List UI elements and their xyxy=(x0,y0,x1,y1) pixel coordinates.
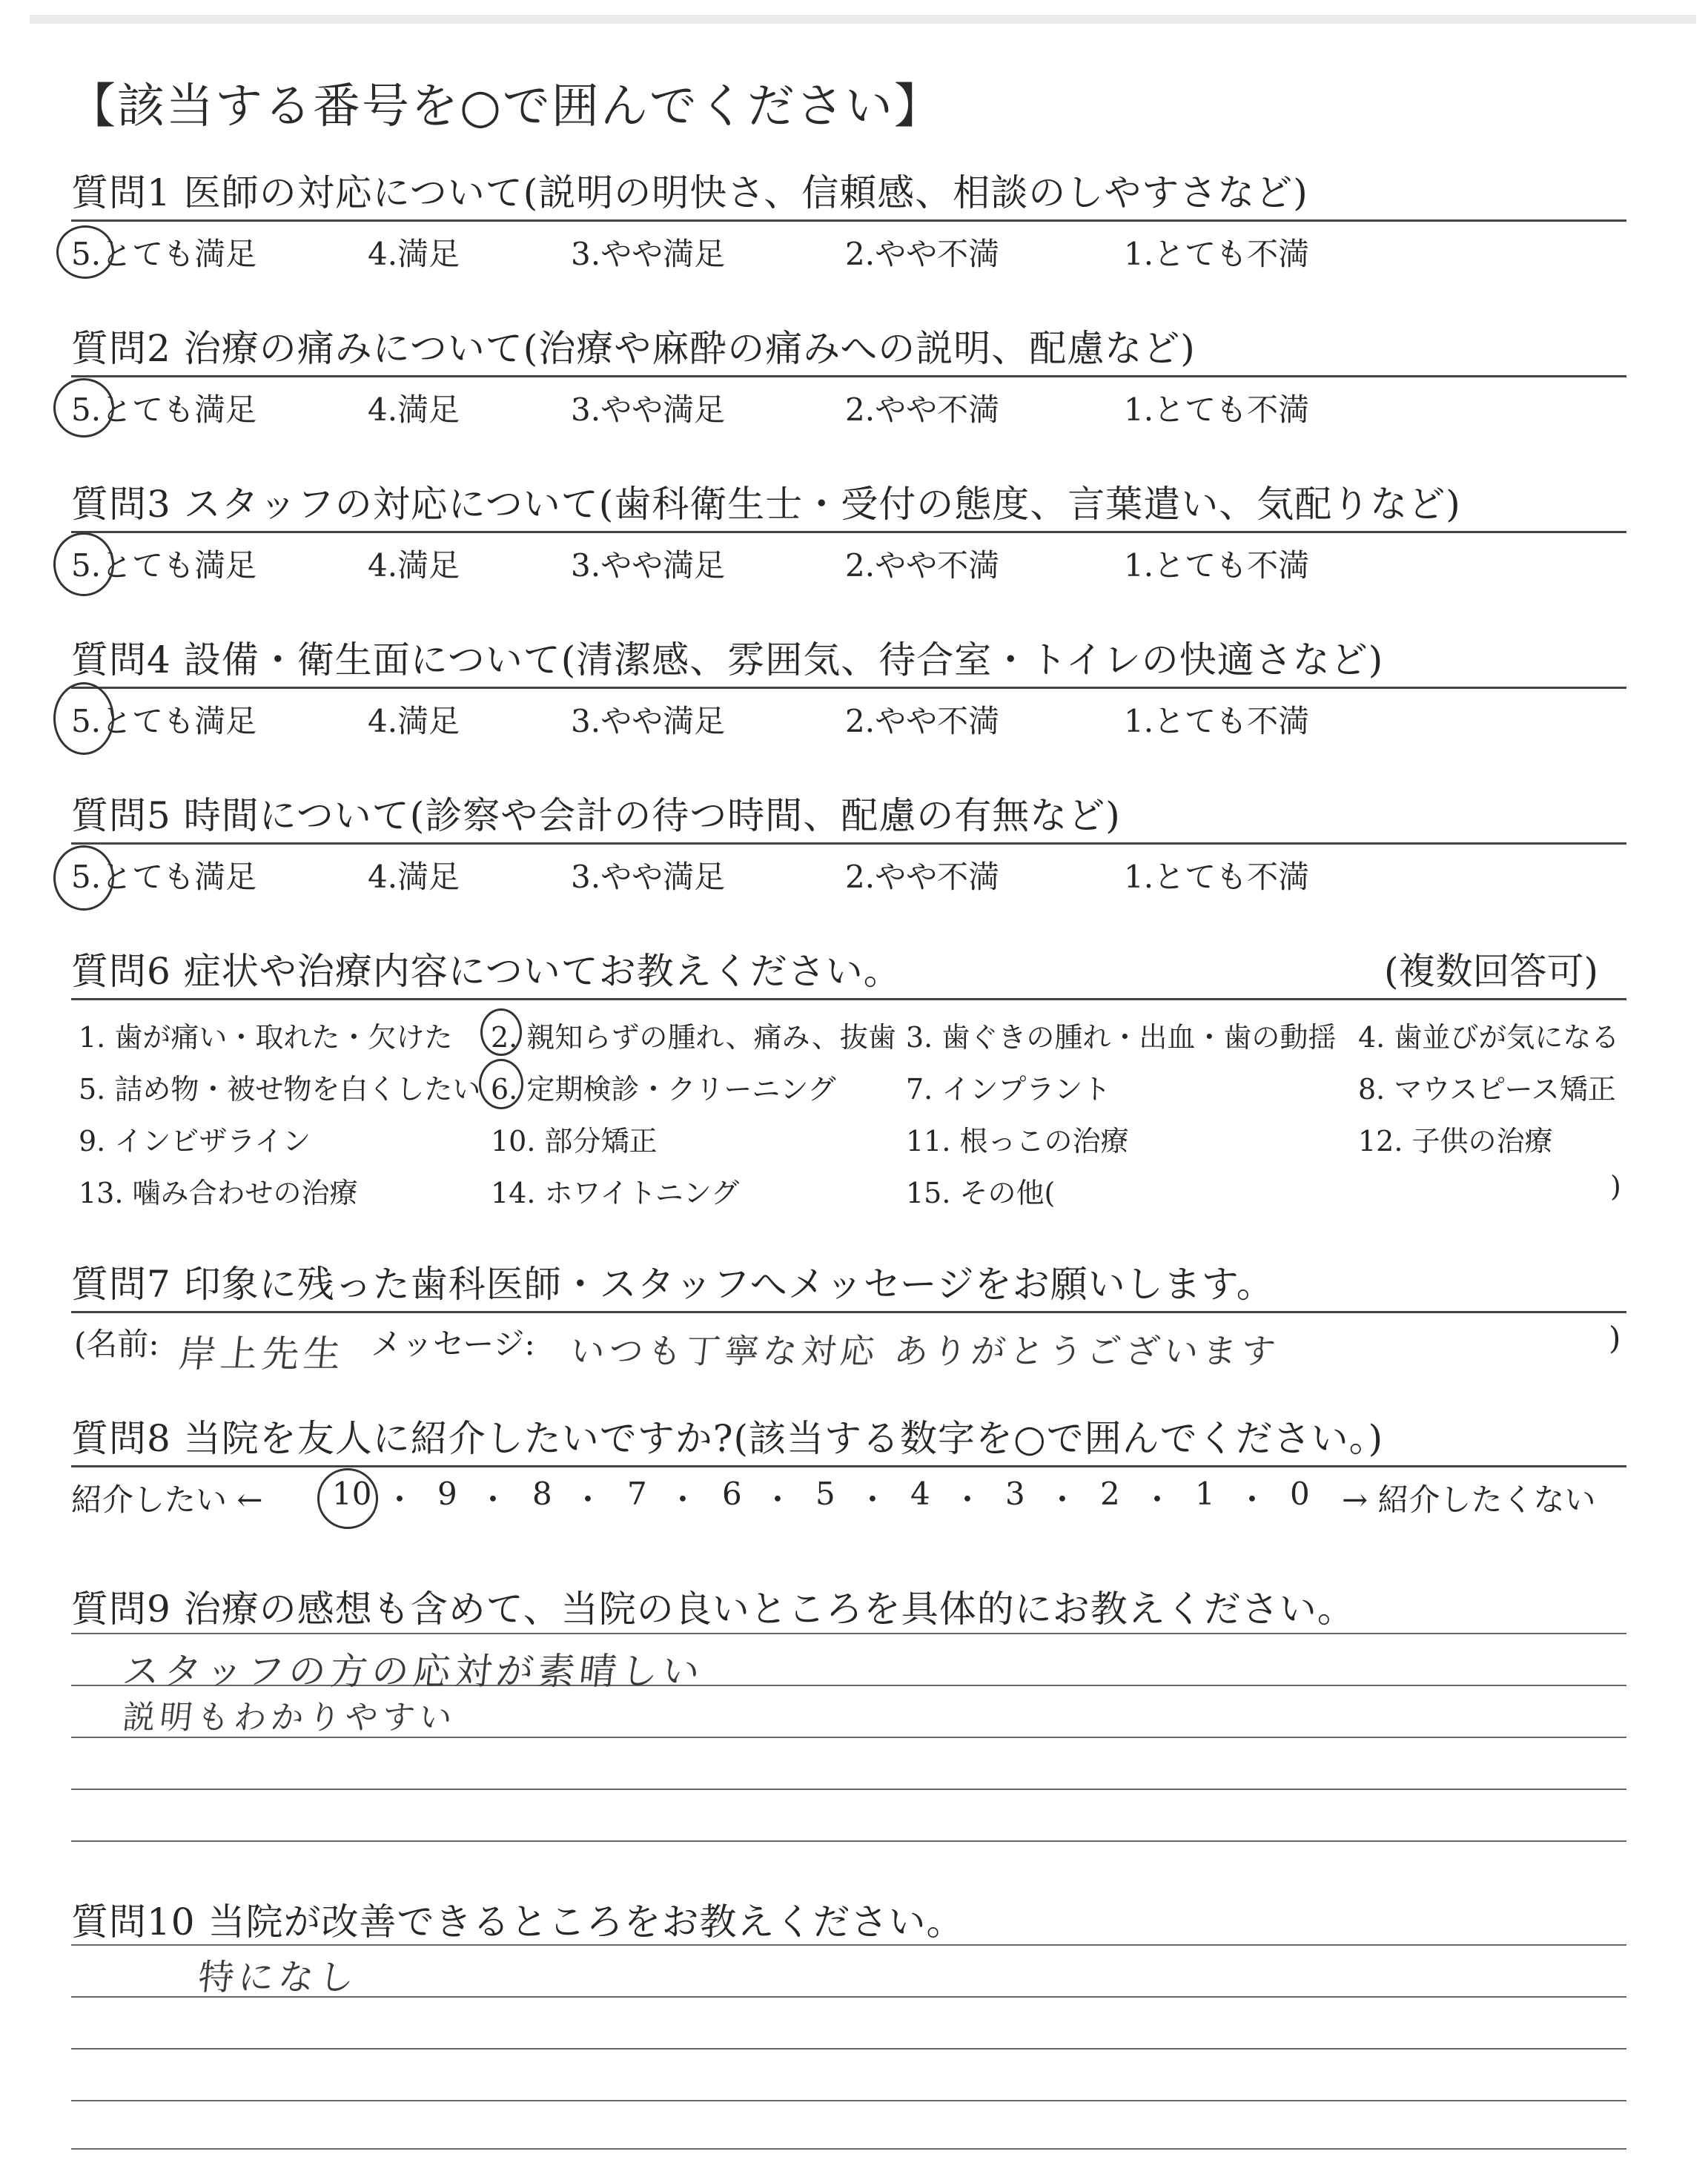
q6-item-1[interactable]: 1. 歯が痛い・取れた・欠けた xyxy=(79,1021,453,1054)
q10-line xyxy=(71,1944,1626,1946)
q8-right-label: → 紹介したくない xyxy=(1342,1482,1596,1518)
q6-item-14[interactable]: 14. ホワイトニング xyxy=(491,1177,740,1209)
q6-item-12[interactable]: 12. 子供の治療 xyxy=(1358,1125,1553,1157)
question-5-heading: 質問5 時間について(診察や会計の待つ時間、配慮の有無など) xyxy=(71,794,1121,837)
question-6-rule xyxy=(71,998,1626,1000)
q10-answer-line-1[interactable]: 特になし xyxy=(196,1957,361,1998)
page-title: 【該当する番号を○で囲んでください】 xyxy=(68,79,943,134)
q2-selected-circle xyxy=(53,378,114,437)
q6-item-6[interactable]: 6. 定期検診・クリーニング xyxy=(491,1073,836,1106)
q5-option-3[interactable]: 3.やや満足 xyxy=(571,859,726,895)
q1-option-2[interactable]: 2.やや不満 xyxy=(845,236,1000,272)
q2-option-4[interactable]: 4.満足 xyxy=(368,392,460,428)
q4-selected-circle xyxy=(53,682,114,755)
q1-selected-circle xyxy=(56,225,114,279)
q10-line xyxy=(71,2100,1626,2101)
q6-item-10[interactable]: 10. 部分矯正 xyxy=(491,1125,658,1157)
q8-scale-8[interactable]: 8 xyxy=(532,1476,552,1512)
question-8-heading: 質問8 当院を友人に紹介したいですか?(該当する数字を○で囲んでください。) xyxy=(71,1417,1384,1460)
question-10-heading: 質問10 当院が改善できるところをお教えください。 xyxy=(71,1900,964,1943)
q3-option-5[interactable]: 5.とても満足 xyxy=(71,547,257,584)
q3-option-1[interactable]: 1.とても不満 xyxy=(1124,547,1310,584)
q8-dot: ・ xyxy=(1142,1482,1174,1518)
q8-left-label: 紹介したい ← xyxy=(71,1482,263,1518)
q5-option-1[interactable]: 1.とても不満 xyxy=(1124,859,1310,895)
q9-line xyxy=(71,1633,1626,1634)
q6-item-13[interactable]: 13. 噛み合わせの治療 xyxy=(79,1177,358,1209)
q4-option-5[interactable]: 5.とても満足 xyxy=(71,703,257,739)
q5-option-2[interactable]: 2.やや不満 xyxy=(845,859,1000,895)
q9-answer-line-1[interactable]: スタッフの方の応対が素晴しい xyxy=(120,1650,706,1693)
q2-option-3[interactable]: 3.やや満足 xyxy=(571,392,726,428)
q2-option-1[interactable]: 1.とても不満 xyxy=(1124,392,1310,428)
q6-item-3[interactable]: 3. 歯ぐきの腫れ・出血・歯の動揺 xyxy=(906,1021,1337,1054)
question-7-heading: 質問7 印象に残った歯科医師・スタッフへメッセージをお願いします。 xyxy=(71,1263,1274,1306)
q6-item-9[interactable]: 9. インビザライン xyxy=(79,1125,311,1157)
question-8-rule xyxy=(71,1465,1626,1467)
q2-option-2[interactable]: 2.やや不満 xyxy=(845,392,1000,428)
question-5-rule xyxy=(71,842,1626,845)
q3-selected-circle xyxy=(53,532,114,596)
q8-scale-3[interactable]: 3 xyxy=(1005,1476,1025,1512)
q8-scale-4[interactable]: 4 xyxy=(910,1476,930,1512)
q8-scale-5[interactable]: 5 xyxy=(815,1476,835,1512)
q8-dot: ・ xyxy=(667,1482,699,1518)
q3-option-3[interactable]: 3.やや満足 xyxy=(571,547,726,584)
q8-scale-9[interactable]: 9 xyxy=(437,1476,457,1512)
q6-item-7[interactable]: 7. インプラント xyxy=(906,1073,1111,1106)
q8-dot: ・ xyxy=(477,1482,509,1518)
q8-scale-10[interactable]: 10 xyxy=(332,1476,372,1512)
q7-message-value[interactable]: いつも丁寧な対応 ありがとうございます xyxy=(568,1331,1282,1371)
q4-option-2[interactable]: 2.やや不満 xyxy=(845,703,1000,739)
q9-line xyxy=(71,1789,1626,1790)
top-border xyxy=(30,15,1696,24)
q8-scale-6[interactable]: 6 xyxy=(722,1476,742,1512)
q9-line xyxy=(71,1840,1626,1842)
q6-item-5[interactable]: 5. 詰め物・被せ物を白くしたい xyxy=(79,1073,481,1106)
q7-name-label: (名前: xyxy=(74,1326,159,1362)
question-2-heading: 質問2 治療の痛みについて(治療や麻酔の痛みへの説明、配慮など) xyxy=(71,327,1196,370)
q6-selected-circle-6 xyxy=(479,1059,523,1109)
q9-answer-line-2[interactable]: 説明もわかりやすい xyxy=(120,1699,459,1737)
q8-selected-circle xyxy=(317,1468,378,1529)
q10-line xyxy=(71,2148,1626,2150)
q2-option-5[interactable]: 5.とても満足 xyxy=(71,392,257,428)
q5-selected-circle xyxy=(53,845,114,911)
q8-dot: ・ xyxy=(1047,1482,1079,1518)
q5-option-5[interactable]: 5.とても満足 xyxy=(71,859,257,895)
q6-item-15[interactable]: 15. その他( xyxy=(906,1177,1056,1209)
q1-option-4[interactable]: 4.満足 xyxy=(368,236,460,272)
question-1-rule xyxy=(71,219,1626,222)
q8-scale-2[interactable]: 2 xyxy=(1100,1476,1120,1512)
q4-option-1[interactable]: 1.とても不満 xyxy=(1124,703,1310,739)
question-3-rule xyxy=(71,531,1626,533)
question-4-heading: 質問4 設備・衛生面について(清潔感、雰囲気、待合室・トイレの快適さなど) xyxy=(71,638,1384,681)
q8-dot: ・ xyxy=(384,1482,416,1518)
q7-close-paren: ) xyxy=(1609,1320,1621,1356)
q6-item-11[interactable]: 11. 根っこの治療 xyxy=(906,1125,1129,1157)
q7-message-label: メッセージ: xyxy=(371,1326,535,1362)
q1-option-3[interactable]: 3.やや満足 xyxy=(571,236,726,272)
question-6-note: (複数回答可) xyxy=(1383,950,1598,993)
q8-dot: ・ xyxy=(762,1482,794,1518)
q8-scale-7[interactable]: 7 xyxy=(627,1476,647,1512)
q6-item-15-close: ) xyxy=(1610,1170,1621,1203)
q6-item-4[interactable]: 4. 歯並びが気になる xyxy=(1358,1021,1620,1054)
question-3-heading: 質問3 スタッフの対応について(歯科衛生士・受付の態度、言葉遣い、気配りなど) xyxy=(71,483,1461,526)
q3-option-4[interactable]: 4.満足 xyxy=(368,547,460,584)
q7-name-value[interactable]: 岸上先生 xyxy=(176,1332,348,1375)
q6-item-8[interactable]: 8. マウスピース矯正 xyxy=(1358,1073,1616,1106)
q8-dot: ・ xyxy=(572,1482,604,1518)
q10-line xyxy=(71,2048,1626,2050)
question-4-rule xyxy=(71,687,1626,689)
q8-dot: ・ xyxy=(1237,1482,1268,1518)
question-7-rule xyxy=(71,1311,1626,1313)
q1-option-5[interactable]: 5.とても満足 xyxy=(71,236,257,272)
q4-option-4[interactable]: 4.満足 xyxy=(368,703,460,739)
q5-option-4[interactable]: 4.満足 xyxy=(368,859,460,895)
question-2-rule xyxy=(71,375,1626,377)
question-1-heading: 質問1 医師の対応について(説明の明快さ、信頼感、相談のしやすさなど) xyxy=(71,171,1308,214)
q8-scale-0[interactable]: 0 xyxy=(1290,1476,1310,1512)
q3-option-2[interactable]: 2.やや不満 xyxy=(845,547,1000,584)
q8-dot: ・ xyxy=(857,1482,889,1518)
q1-option-1[interactable]: 1.とても不満 xyxy=(1124,236,1310,272)
q8-dot: ・ xyxy=(952,1482,984,1518)
question-9-heading: 質問9 治療の感想も含めて、当院の良いところを具体的にお教えください。 xyxy=(71,1588,1355,1631)
question-6-heading: 質問6 症状や治療内容についてお教えください。 xyxy=(71,950,901,993)
q6-item-2[interactable]: 2. 親知らずの腫れ、痛み、抜歯 xyxy=(491,1021,896,1054)
q6-selected-circle-2 xyxy=(480,1008,522,1056)
q4-option-3[interactable]: 3.やや満足 xyxy=(571,703,726,739)
q8-scale-1[interactable]: 1 xyxy=(1195,1476,1215,1512)
